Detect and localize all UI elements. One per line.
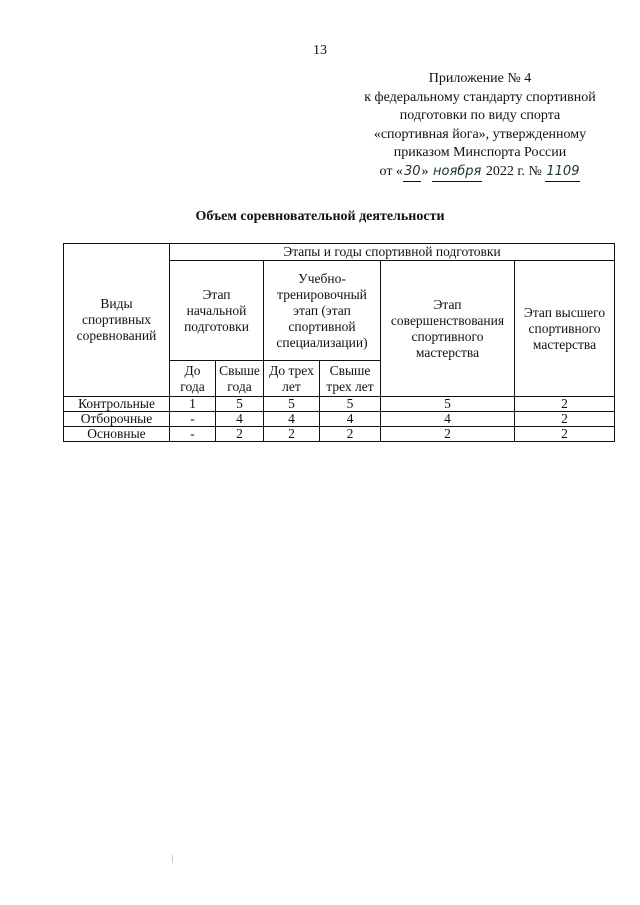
annex-line: к федеральному стандарту спортивной: [364, 89, 596, 105]
table-row: [64, 412, 615, 427]
table-cell: 4: [216, 412, 264, 427]
row-label: Основные: [64, 427, 170, 442]
table-cell: 5: [216, 397, 264, 412]
group-header-cell: Этапы и годы спортивной подготовки: [170, 244, 615, 261]
competition-volume-table: [63, 243, 615, 442]
stage-initial-header: Этап начальной подготовки: [170, 261, 264, 361]
table-cell: 2: [216, 427, 264, 442]
table-cell: 2: [515, 427, 615, 442]
page-number: 13: [313, 43, 327, 58]
table-cell: 2: [320, 427, 381, 442]
table-cell: 2: [515, 412, 615, 427]
annex-line: «спортивная йога», утвержденному: [373, 126, 587, 142]
scan-mark: [172, 855, 173, 863]
date-prefix: от «: [379, 163, 403, 179]
stage-higher-header: Этап высшего спортивного мастерства: [515, 261, 615, 397]
table-cell: 2: [381, 427, 515, 442]
date-year: 2022 г. №: [485, 163, 542, 179]
subheader-training-upto-three: До трех лет: [264, 361, 320, 397]
stage-improvement-header: Этап совершенствования спортивного мастерства: [381, 261, 515, 397]
table-cell: 5: [381, 397, 515, 412]
table-cell: 4: [320, 412, 381, 427]
annex-title: Приложение № 4: [428, 71, 532, 86]
table-cell: 2: [515, 397, 615, 412]
table-row: [64, 427, 615, 442]
annex-line: приказом Минспорта России: [393, 145, 567, 160]
table-row: [64, 397, 615, 412]
row-label: Контрольные: [64, 397, 170, 412]
annex-date-line: [340, 163, 620, 183]
table-cell: 4: [381, 412, 515, 427]
date-day: 30: [403, 163, 422, 183]
annex-block: [340, 70, 620, 182]
order-number: 1109: [545, 163, 580, 183]
date-mid: »: [421, 163, 429, 179]
row-label: Отборочные: [64, 412, 170, 427]
table-cell: 5: [320, 397, 381, 412]
stage-training-header: Учебно-тренировочный этап (этап спортивной специализации): [264, 261, 381, 361]
table-cell: 1: [170, 397, 216, 412]
table-cell: -: [170, 412, 216, 427]
table-cell: 4: [264, 412, 320, 427]
document-title: Объем соревновательной деятельности: [195, 209, 445, 224]
row-header-cell: Виды спортивных соревнований: [64, 244, 170, 397]
annex-line: подготовки по виду спорта: [399, 108, 561, 123]
date-month: ноября: [432, 163, 482, 183]
table-cell: -: [170, 427, 216, 442]
table-cell: 2: [264, 427, 320, 442]
table-cell: 5: [264, 397, 320, 412]
subheader-initial-upto-year: До года: [170, 361, 216, 397]
subheader-training-over-three: Свыше трех лет: [320, 361, 381, 397]
subheader-initial-over-year: Свыше года: [216, 361, 264, 397]
